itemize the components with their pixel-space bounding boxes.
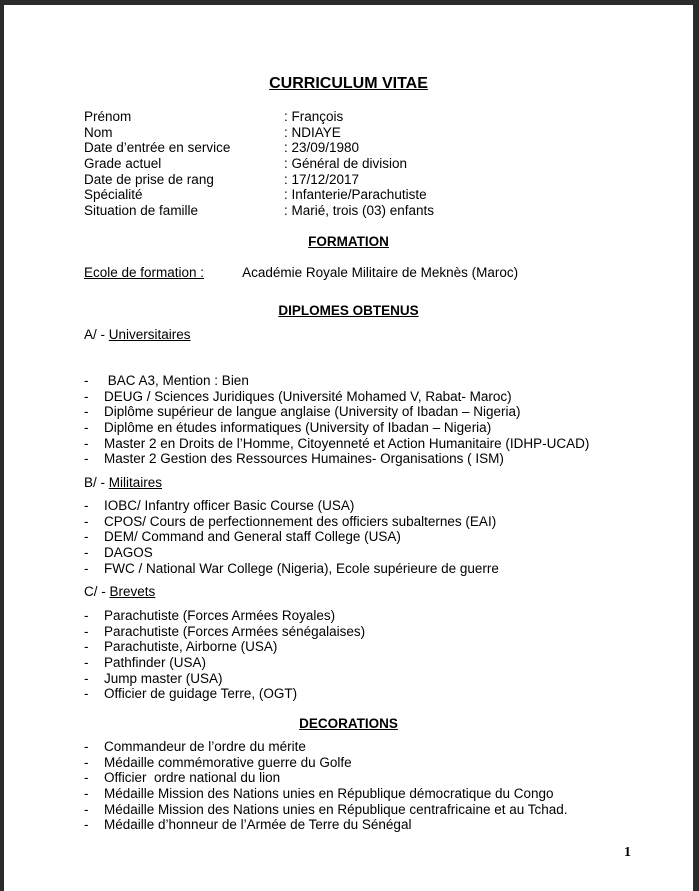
decorations-heading: DECORATIONS bbox=[299, 716, 398, 731]
bullet-dash: - bbox=[84, 786, 89, 802]
list-item-text: Diplôme en études informatiques (University of Ibadan – Nigeria) bbox=[104, 420, 492, 436]
bullet-dash: - bbox=[84, 513, 89, 529]
list-item-text: Commandeur de l’ordre du mérite bbox=[104, 739, 306, 754]
list-item bbox=[84, 498, 499, 514]
bullet-dash: - bbox=[84, 817, 89, 833]
identity-value: : Général de division bbox=[284, 156, 408, 172]
identity-row bbox=[84, 125, 434, 141]
subsection-brevets bbox=[84, 584, 155, 599]
list-item bbox=[84, 755, 568, 771]
formation-value: Académie Royale Militaire de Meknès (Maroc) bbox=[242, 265, 519, 280]
identity-value: : François bbox=[284, 109, 344, 124]
identity-label: Date d’entrée en service bbox=[84, 140, 231, 156]
list-item-text: DEM/ Command and General staff College (USA) bbox=[104, 529, 401, 545]
bullet-dash: - bbox=[84, 623, 89, 639]
bullet-dash: - bbox=[84, 608, 89, 623]
identity-value: : 17/12/2017 bbox=[284, 171, 360, 187]
subsection-title: Militaires bbox=[108, 475, 163, 490]
subsection-universitaires bbox=[84, 327, 191, 342]
bullet-dash: - bbox=[84, 529, 89, 545]
identity-label: Situation de famille bbox=[84, 203, 199, 219]
bullet-dash: - bbox=[84, 404, 89, 420]
list-item-text: Officier de guidage Terre, (OGT) bbox=[104, 686, 298, 702]
list-item bbox=[84, 655, 365, 671]
list-item bbox=[84, 561, 499, 577]
identity-label: Prénom bbox=[84, 109, 132, 124]
identity-value: : 23/09/1980 bbox=[284, 140, 360, 156]
bullet-dash: - bbox=[84, 435, 89, 451]
bullet-dash: - bbox=[84, 739, 89, 754]
identity-value: : Infanterie/Parachutiste bbox=[284, 187, 427, 203]
bullet-dash: - bbox=[84, 373, 89, 388]
bullet-dash: - bbox=[84, 770, 89, 786]
identity-row bbox=[84, 203, 434, 219]
document-page bbox=[4, 5, 693, 891]
list-item bbox=[84, 608, 365, 624]
identity-row bbox=[84, 140, 434, 156]
bullet-dash: - bbox=[84, 655, 89, 671]
subsection-militaires bbox=[84, 475, 162, 490]
bullet-dash: - bbox=[84, 670, 89, 686]
identity-row bbox=[84, 187, 434, 203]
list-item bbox=[84, 739, 568, 755]
list-item bbox=[84, 802, 568, 818]
identity-label: Date de prise de rang bbox=[84, 171, 214, 187]
bullet-dash: - bbox=[84, 801, 89, 817]
list-item bbox=[84, 373, 589, 389]
brevets-list bbox=[84, 608, 365, 702]
list-item bbox=[84, 514, 499, 530]
list-item bbox=[84, 671, 365, 687]
list-item bbox=[84, 624, 365, 640]
identity-row bbox=[84, 109, 434, 125]
list-item-text: Parachutiste (Forces Armées sénégalaises) bbox=[104, 623, 366, 639]
list-item bbox=[84, 420, 589, 436]
list-item-text: FWC / National War College (Nigeria), Ecole supérieure de guerre bbox=[104, 560, 499, 576]
formation-line bbox=[84, 265, 518, 280]
list-item bbox=[84, 639, 365, 655]
bullet-dash: - bbox=[84, 639, 89, 655]
list-item-text: Médaille commémorative guerre du Golfe bbox=[104, 754, 352, 770]
identity-value: : NDIAYE bbox=[284, 124, 341, 140]
bullet-dash: - bbox=[84, 754, 89, 770]
diplomes-heading: DIPLOMES OBTENUS bbox=[278, 303, 419, 318]
page-title: CURRICULUM VITAE bbox=[269, 75, 428, 92]
list-item bbox=[84, 786, 568, 802]
list-item-text: DEUG / Sciences Juridiques (Université Mohamed V, Rabat- Maroc) bbox=[104, 388, 512, 404]
formation-heading: FORMATION bbox=[308, 234, 389, 249]
bullet-dash: - bbox=[84, 498, 89, 513]
list-item-text: Jump master (USA) bbox=[104, 670, 223, 686]
bullet-dash: - bbox=[84, 420, 89, 436]
decorations-list bbox=[84, 739, 568, 833]
bullet-dash: - bbox=[84, 545, 89, 561]
list-item bbox=[84, 436, 589, 452]
list-item bbox=[84, 404, 589, 420]
list-item bbox=[84, 817, 568, 833]
list-item-text: Pathfinder (USA) bbox=[104, 655, 207, 671]
list-item-text: DAGOS bbox=[104, 545, 153, 561]
universitaires-list bbox=[84, 373, 589, 467]
identity-label: Grade actuel bbox=[84, 156, 162, 172]
identity-block bbox=[84, 109, 434, 219]
subsection-prefix: A/ - bbox=[84, 327, 109, 342]
list-item-text: Parachutiste (Forces Armées Royales) bbox=[104, 608, 336, 623]
identity-value: : Marié, trois (03) enfants bbox=[284, 203, 435, 219]
list-item bbox=[84, 770, 568, 786]
list-item-text: Master 2 en Droits de l’Homme, Citoyenneté et Action Humanitaire (IDHP-UCAD) bbox=[104, 435, 590, 451]
list-item-text: Parachutiste, Airborne (USA) bbox=[104, 639, 278, 655]
list-item-text: Master 2 Gestion des Ressources Humaines- Organisations ( ISM) bbox=[104, 451, 504, 467]
subsection-title: Universitaires bbox=[108, 327, 191, 342]
list-item bbox=[84, 389, 589, 405]
bullet-dash: - bbox=[84, 560, 89, 576]
list-item-text: Médaille d’honneur de l’Armée de Terre du Sénégal bbox=[104, 817, 412, 833]
subsection-prefix: B/ - bbox=[84, 475, 109, 490]
list-item bbox=[84, 686, 365, 702]
list-item-text: BAC A3, Mention : Bien bbox=[104, 373, 249, 388]
list-item bbox=[84, 451, 589, 467]
formation-label: Ecole de formation : bbox=[84, 265, 205, 280]
identity-row bbox=[84, 156, 434, 172]
subsection-title: Brevets bbox=[109, 584, 156, 599]
identity-row bbox=[84, 172, 434, 188]
list-item-text: IOBC/ Infantry officer Basic Course (USA) bbox=[104, 498, 355, 513]
list-item bbox=[84, 529, 499, 545]
list-item-text: CPOS/ Cours de perfectionnement des officiers subalternes (EAI) bbox=[104, 513, 497, 529]
list-item bbox=[84, 545, 499, 561]
identity-label: Spécialité bbox=[84, 187, 143, 203]
militaires-list bbox=[84, 498, 499, 576]
bullet-dash: - bbox=[84, 388, 89, 404]
page-number: 1 bbox=[624, 845, 631, 860]
list-item-text: Diplôme supérieur de langue anglaise (University of Ibadan – Nigeria) bbox=[104, 404, 521, 420]
bullet-dash: - bbox=[84, 686, 89, 702]
list-item-text: Officier ordre national du lion bbox=[104, 770, 281, 786]
identity-label: Nom bbox=[84, 124, 113, 140]
subsection-prefix: C/ - bbox=[84, 584, 110, 599]
bullet-dash: - bbox=[84, 451, 89, 467]
list-item-text: Médaille Mission des Nations unies en République démocratique du Congo bbox=[104, 786, 554, 802]
list-item-text: Médaille Mission des Nations unies en République centrafricaine et au Tchad. bbox=[104, 801, 568, 817]
